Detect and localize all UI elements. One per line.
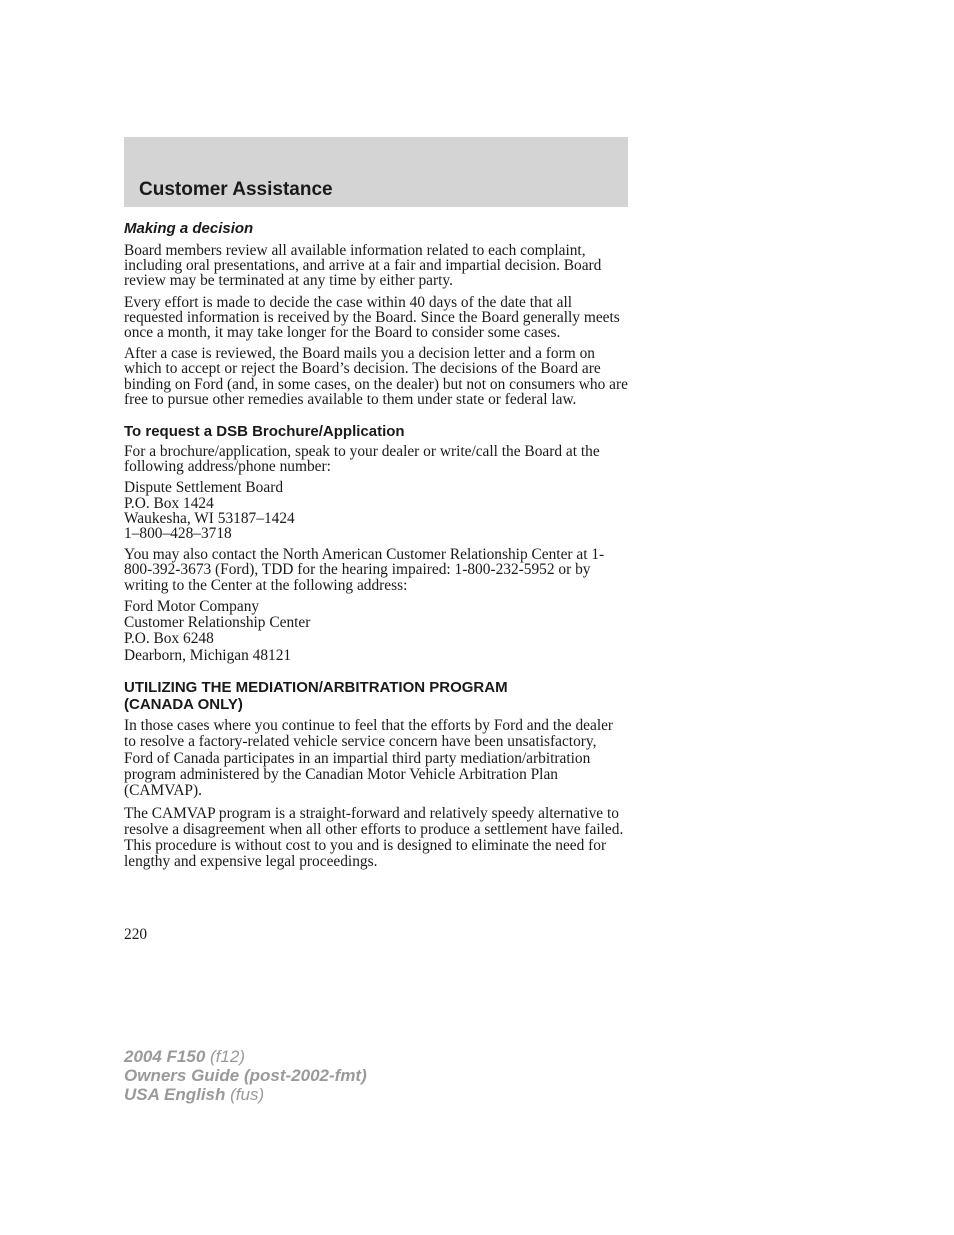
ford-address-line: Ford Motor Company xyxy=(124,597,260,615)
dsb-request-heading: To request a DSB Brochure/Application xyxy=(124,423,405,441)
footer-line-2 xyxy=(124,1066,367,1085)
footer-guide: Owners Guide (post-2002-fmt) xyxy=(124,1066,367,1085)
making-decision-paragraph-2: Every effort is made to decide the case within 40 days of the date that all requested information is received by the Board. Since the Board generally meets once a month, it may take longer for the Board to consider some cases. xyxy=(124,293,620,342)
ford-address-line: P.O. Box 6248 xyxy=(124,630,214,648)
board-phone-number: 1–800–428–3718 xyxy=(124,525,232,543)
section-header-band xyxy=(124,137,628,207)
making-decision-paragraph-1: Board members review all available information related to each complaint, including oral presentations, and arrive at a fair and impartial decision. Board review may be terminated at any time by either party. xyxy=(124,242,602,290)
page-number: 220 xyxy=(124,926,148,943)
board-address-line: Waukesha, WI 53187–1424 xyxy=(124,509,295,527)
ford-address-block xyxy=(124,599,628,664)
canada-program-paragraph-2: The CAMVAP program is a straight-forward and relatively speedy alternative to resolve a disagreement when all other efforts to produce a settlement have failed. This procedure is without cost to you and is designed to eliminate the need for lengthy and expensive legal proceedings. xyxy=(124,804,624,871)
board-address-block xyxy=(124,480,628,541)
making-decision-heading: Making a decision xyxy=(124,220,254,237)
footer-language-code: (fus) xyxy=(230,1085,265,1104)
canada-program-heading-line-1: UTILIZING THE MEDIATION/ARBITRATION PROGRAM xyxy=(124,679,508,697)
customer-center-contact-text: You may also contact the North American Customer Relationship Center at 1-800-392-3673 (Ford), TDD for the hearing impaired: 1-800-232-5952 or by writing to the Center at the following address: xyxy=(124,546,605,594)
page-content xyxy=(124,220,628,877)
dsb-request-intro: For a brochure/application, speak to your dealer or write/call the Board at the following address/phone number: xyxy=(124,443,600,476)
making-decision-paragraph-3: After a case is reviewed, the Board mails you a decision letter and a form on which to accept or reject the Board’s decision. The decisions of the Board are binding on Ford (and, in some cases, on the dealer) but not on consumers who are free to pursue other remedies available to them under state or federal law. xyxy=(124,345,628,408)
board-address-line: Dispute Settlement Board xyxy=(124,479,284,497)
canada-program-heading-line-2: (CANADA ONLY) xyxy=(124,696,243,714)
footer-line-1 xyxy=(124,1047,367,1066)
section-title: Customer Assistance xyxy=(139,179,333,200)
footer-line-3 xyxy=(124,1085,367,1104)
ford-address-line: Dearborn, Michigan 48121 xyxy=(124,646,292,664)
board-address-line: P.O. Box 1424 xyxy=(124,494,214,512)
canada-program-heading xyxy=(124,679,628,713)
ford-address-line: Customer Relationship Center xyxy=(124,614,311,632)
footer-model: 2004 F150 xyxy=(124,1047,206,1066)
footer-language: USA English xyxy=(124,1085,226,1104)
document-footer xyxy=(124,1047,367,1104)
canada-program-paragraph-1: In those cases where you continue to feel that the efforts by Ford and the dealer to resolve a factory-related vehicle service concern have been unsatisfactory, Ford of Canada participates in an impartial third party mediation/arbitration program administered by the Canadian Motor Vehicle Arbitration Plan (CAMVAP). xyxy=(124,717,614,800)
footer-model-code: (f12) xyxy=(210,1047,245,1066)
